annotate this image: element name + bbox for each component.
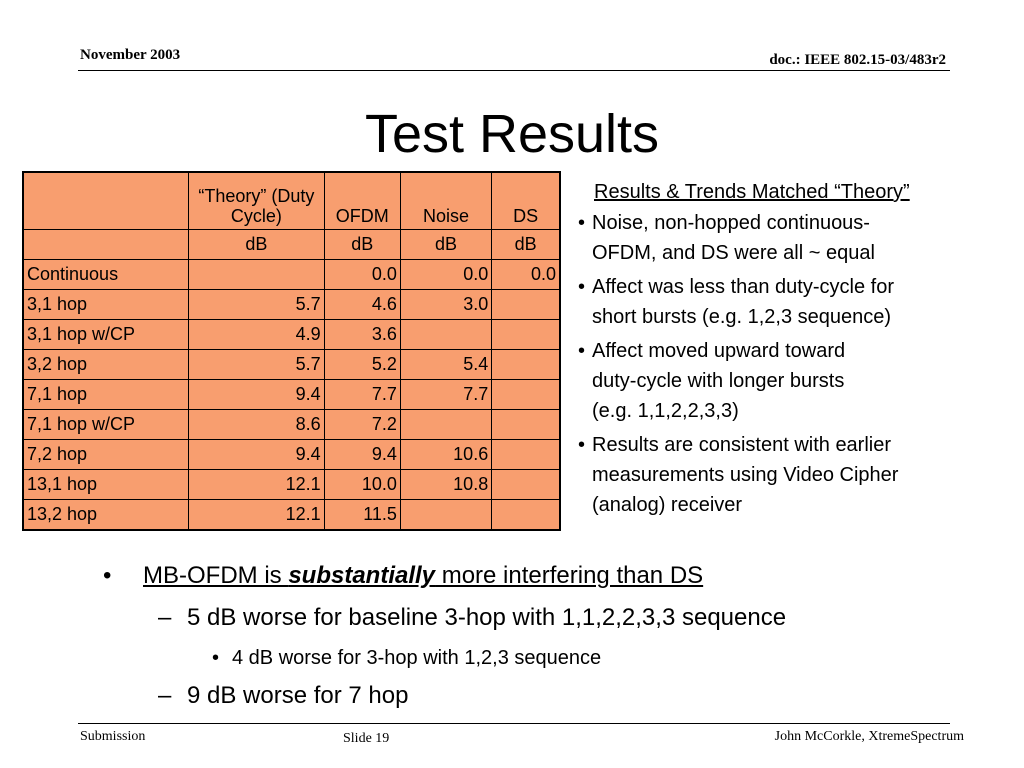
table-cell: 13,2 hop [23,500,189,531]
table-cell: 10.8 [400,470,491,500]
conclusion-subsub-1 [212,647,602,670]
summary-bullet-list [576,208,996,520]
table-cell: 5.7 [189,290,325,320]
table-cell: 10.0 [324,470,400,500]
conclusion-main-text [143,562,703,590]
summary-bullet-line: duty-cycle with longer bursts [592,370,845,392]
summary-bullet [576,208,996,268]
table-cell: 3,2 hop [23,350,189,380]
table-cell: OFDM [324,172,400,230]
dash-marker: – [158,682,172,709]
table-cell [492,320,560,350]
conclusion-pre: MB-OFDM is [143,562,289,589]
table-row [23,410,560,440]
footer-author: John McCorkle, XtremeSpectrum [774,729,964,744]
table-row [23,320,560,350]
summary-bullet-line: Noise, non-hopped continuous- [592,212,870,234]
results-table [22,171,561,531]
table-cell: 9.4 [189,380,325,410]
summary-bullet-line: Results are consistent with earlier [592,434,892,456]
table-cell: 5.7 [189,350,325,380]
table-cell [189,260,325,290]
bullet-marker: • [578,434,586,456]
summary-bullet-line: (e.g. 1,1,2,2,3,3) [592,400,739,422]
conclusion-sub-2-text: 9 dB worse for 7 hop [187,682,409,709]
table-cell: 0.0 [324,260,400,290]
table-cell: 3,1 hop [23,290,189,320]
table-cell: 12.1 [189,470,325,500]
conclusion-subsub-1-text: 4 dB worse for 3-hop with 1,2,3 sequence [232,647,602,669]
table-cell: 3,1 hop w/CP [23,320,189,350]
table-cell: Noise [400,172,491,230]
bullet-marker: • [578,340,586,362]
conclusion-sub-1 [158,604,787,632]
table-cell [492,350,560,380]
table-cell: 5.4 [400,350,491,380]
results-summary [576,178,996,524]
summary-heading: Results & Trends Matched “Theory” [594,181,910,203]
table-cell [400,320,491,350]
summary-bullet [576,272,996,332]
table-cell: 0.0 [492,260,560,290]
table-cell: 10.6 [400,440,491,470]
table-cell [23,230,189,260]
summary-bullet-line: measurements using Video Cipher [592,464,899,486]
table-cell: 4.6 [324,290,400,320]
table-cell: 5.2 [324,350,400,380]
table-cell: dB [400,230,491,260]
table-cell: 4.9 [189,320,325,350]
table-row [23,350,560,380]
table-cell [492,500,560,531]
table-cell: Continuous [23,260,189,290]
table-cell: DS [492,172,560,230]
table-unit-row [23,230,560,260]
bullet-marker: • [578,212,586,234]
table-cell: 7,1 hop w/CP [23,410,189,440]
table-cell: 7,2 hop [23,440,189,470]
table-cell: dB [324,230,400,260]
summary-bullet-line: (analog) receiver [592,494,743,516]
conclusion-sub-1-text: 5 dB worse for baseline 3-hop with 1,1,2,2,3,3 sequence [187,604,787,631]
table-cell: 9.4 [189,440,325,470]
table-row [23,290,560,320]
table-cell [492,380,560,410]
conclusion-emphasis: substantially [288,562,436,589]
table-cell: dB [492,230,560,260]
bullet-marker: • [103,562,112,589]
table-cell [492,410,560,440]
table-cell: 7.2 [324,410,400,440]
table-row [23,260,560,290]
conclusion-post: more interfering than DS [435,562,704,589]
table-cell: 11.5 [324,500,400,531]
table-row [23,470,560,500]
summary-bullet [576,336,996,426]
table-cell [400,500,491,531]
summary-bullet-line: OFDM, and DS were all ~ equal [592,242,875,264]
table-cell: 9.4 [324,440,400,470]
table-cell: 7,1 hop [23,380,189,410]
table-cell: 0.0 [400,260,491,290]
table-cell [492,290,560,320]
table-cell: 13,1 hop [23,470,189,500]
header-divider [78,70,950,71]
summary-bullet-line: Affect moved upward toward [592,340,846,362]
table-cell: 3.0 [400,290,491,320]
footer-submission: Submission [80,729,146,744]
header-doc-id: doc.: IEEE 802.15-03/483r2 [769,52,946,68]
table-cell: “Theory” (Duty Cycle) [189,172,325,230]
table-cell [23,172,189,230]
table-cell: 3.6 [324,320,400,350]
table-cell [492,440,560,470]
subsub-bullet-marker: • [212,647,220,669]
table-cell: dB [189,230,325,260]
summary-bullet [576,430,996,520]
table-cell [492,470,560,500]
table-header-row [23,172,560,230]
table-row [23,380,560,410]
summary-bullet-line: short bursts (e.g. 1,2,3 sequence) [592,306,892,328]
conclusion-sub-2 [158,682,409,710]
table-row [23,500,560,531]
dash-marker: – [158,604,172,631]
slide-title: Test Results [364,104,660,164]
table-cell: 7.7 [324,380,400,410]
table-cell: 8.6 [189,410,325,440]
footer-slide-number: Slide 19 [343,731,390,746]
bullet-marker: • [578,276,586,298]
table-cell: 12.1 [189,500,325,531]
footer-divider [78,723,950,724]
summary-bullet-line: Affect was less than duty-cycle for [592,276,894,298]
table-cell: 7.7 [400,380,491,410]
conclusion-main [103,562,704,590]
table-cell [400,410,491,440]
header-date: November 2003 [80,47,181,63]
table-row [23,440,560,470]
